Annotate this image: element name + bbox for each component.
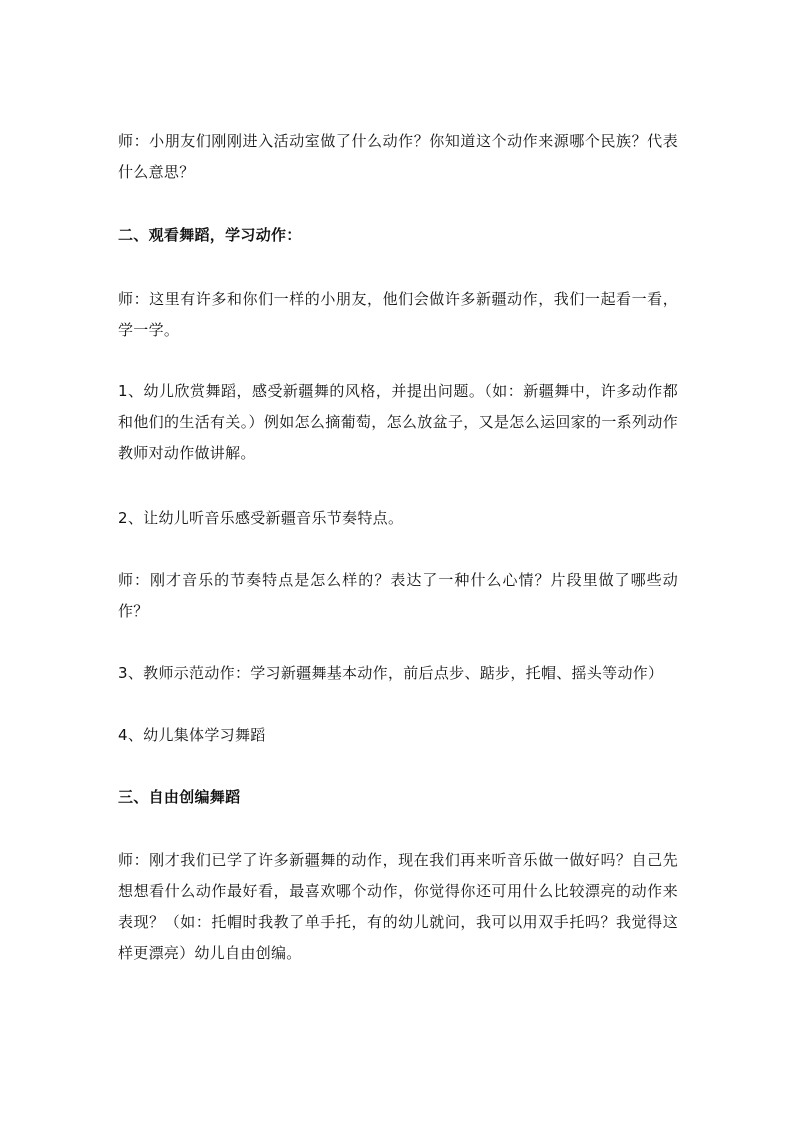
paragraph-teacher-create: 师：刚才我们已学了许多新疆舞的动作，现在我们再来听音乐做一做好吗？自己先想想看什么动作最好看，最喜欢哪个动作，你觉得你还可用什么比较漂亮的动作来表现？（如：托帽时我教了单手托，有的幼儿就问，我可以用双手托吗？我觉得这样更漂亮）幼儿自由创编。 — [118, 851, 678, 962]
section-heading-3: 三、自由创编舞蹈 — [118, 788, 241, 806]
paragraph-step-1: 1、幼儿欣赏舞蹈，感受新疆舞的风格，并提出问题。（如：新疆舞中，许多动作都和他们的生活有关。）例如怎么摘葡萄，怎么放盆子，又是怎么运回家的一系列动作教师对动作做讲解。 — [118, 382, 678, 462]
paragraph-step-2: 2、让幼儿听音乐感受新疆音乐节奏特点。 — [118, 509, 404, 527]
paragraph-step-3: 3、教师示范动作：学习新疆舞基本动作，前后点步、踮步，托帽、摇头等动作） — [118, 664, 664, 682]
paragraph-teacher-question: 师：小朋友们刚刚进入活动室做了什么动作？你知道这个动作来源哪个民族？代表什么意思？ — [118, 132, 678, 181]
section-heading-2: 二、观看舞蹈，学习动作： — [118, 226, 302, 244]
paragraph-step-4: 4、幼儿集体学习舞蹈 — [118, 726, 266, 744]
paragraph-teacher-intro: 师：这里有许多和你们一样的小朋友，他们会做许多新疆动作，我们一起看一看，学一学。 — [118, 290, 678, 339]
paragraph-teacher-music: 师：刚才音乐的节奏特点是怎么样的？表达了一种什么心情？片段里做了哪些动作？ — [118, 571, 678, 620]
